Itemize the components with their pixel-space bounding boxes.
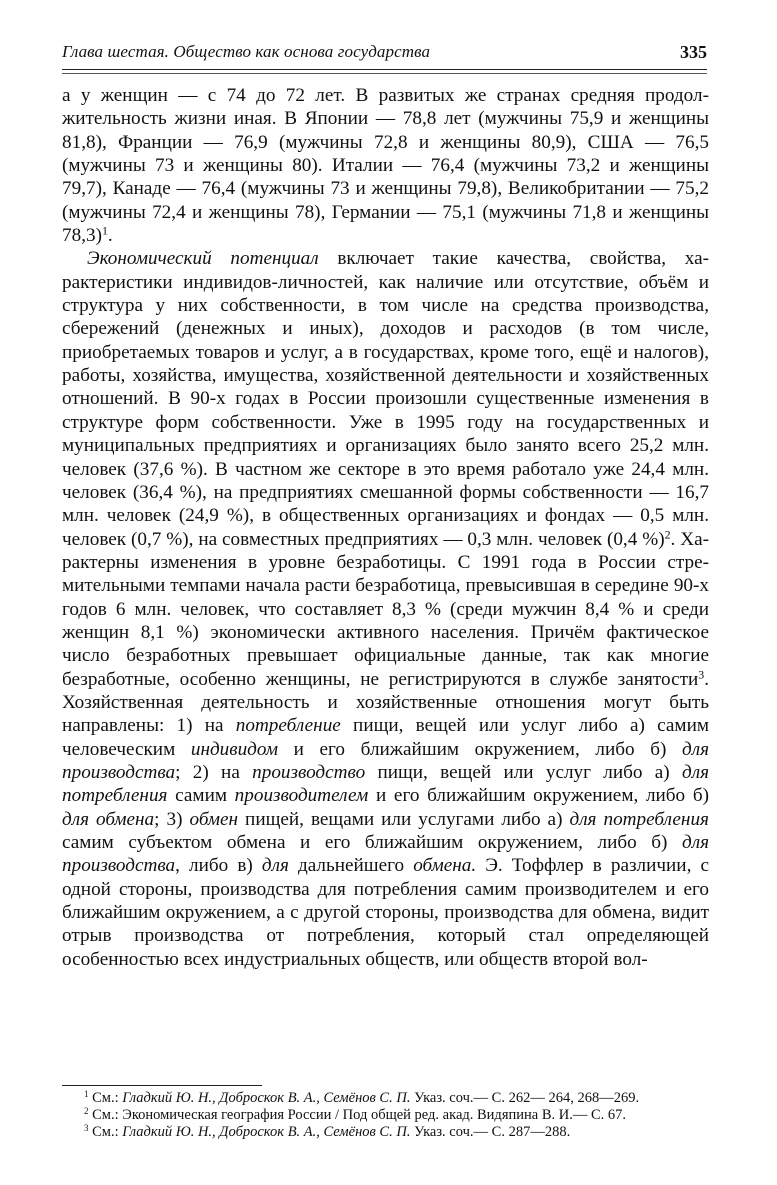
paragraph-text: пищей, вещами или услугами либо а) [238,808,570,830]
footnote [62,1107,709,1124]
footnote-text: См.: [88,1090,123,1106]
body-text [62,84,709,971]
paragraph-text: Э. Тоффлер в различии, с одной стороны, производства для потребления самим производителем и его ближайшим окружением, а с другой стороны, производства для обмена, видит отрыв производства от потребления, который стал определяющей особенностью всех индустриальных обществ, или обществ второй вол- [62,855,709,970]
paragraph: а у женщин — с 74 до 72 лет. В развитых же странах средняя продолжительность жизни иная. В Японии — 78,8 лет (мужчины 75,9 и женщины 81,8), Франции — 76,9 (мужчины 72,8 и женщины 80,9), США — 76,5 (мужчины 73 и женщины 80). Италии — 76,4 (мужчины 73,2 и женщины 79,7), Канаде — 76,4 (мужчины 73 и женщины 79,8), Великобритании — 75,2 (мужчины 72,4 и женщины 78), Германии — 75,1 (мужчины 71,8 и женщины 78,3)$^1$. [62,85,709,247]
footnote [62,1124,709,1141]
header-rule [62,69,707,70]
paragraph-text: дальнейшего [288,855,414,877]
paragraph-text: и его ближайшим окружением, либо б) [368,785,709,807]
paragraph-lead: Экономический потенциал [87,248,319,270]
paragraph-text: ; 2) на [175,761,253,783]
header-rule-thin [62,73,707,74]
paragraph-text: и его ближайшим окружением, либо б) [278,738,682,760]
emphasis: для потребления [569,808,709,830]
paragraph-text: . Хозяйственная деятельность и хозяйственные отношения могут быть направлены: 1) на [62,668,709,737]
footnote-marker: 2 [84,1106,89,1117]
paragraph-text: самим [167,785,235,807]
emphasis: для обмена [62,808,155,830]
chapter-title: Глава шестая. Общество как основа государства [62,42,431,61]
emphasis: производителем [234,785,369,807]
footnotes [62,1090,709,1141]
emphasis: индивидом [190,738,278,760]
footnote-marker: 3 [84,1123,89,1134]
footnote-text: См.: [88,1124,123,1140]
paragraph-text: включает такие качества, свойства, характеристики индивидов-личностей, как наличие или отсутствие, объём и структура у них собственности, в том числе на средства производства, сбережений (денежных и иных), доходов и расходов (в том числе, приобретаемых товаров и услуг, а в государствах, кроме того, ещё и налогов), работы, хозяйства, имущества, хозяйственной деятельности и хозяйственных отношений. В 90-х годах в России произошли существенные изменения в структуре форм собственности. Уже в 1995 году на государственных и муниципальных предприятиях и организациях было занято всего 25,2 млн. человек (37,6 %). В частном же секторе в это время работало уже 24,4 млн. человек (36,4 %), на предприятиях смешанной формы собственности — 16,7 млн. человек (24,9 %), в общественных организациях и фондах — 0,5 млн. человек (0,7 %), на совместных предприятиях — 0,3 млн. человек (0,4 %) [62,248,709,550]
emphasis: обмен [189,808,239,830]
paragraph-text: ; 3) [154,808,190,830]
emphasis: для потребления [62,761,709,807]
footnote-ref: 1 [101,223,108,238]
footnote-authors: Гладкий Ю. Н., Доброскок В. А., Семёнов С. П. [122,1090,411,1106]
footnote-text: Указ. соч.— С. 262— 264, 268—269. [410,1090,640,1106]
footnote-ref: 3 [698,667,705,682]
paragraph-text: пищи, вещей или услуг либо а) самим человеческим [62,715,709,760]
paragraph [62,247,709,971]
emphasis: для производства [62,832,709,877]
page-number: 335 [680,42,707,62]
emphasis: обмена. [413,855,477,877]
emphasis: для производства [62,738,709,783]
footnote-authors: Гладкий Ю. Н., Доброскок В. А., Семёнов С. П. [122,1124,411,1140]
emphasis: производство [252,761,366,783]
paragraph-text: пищи, вещей или услуг либо а) [365,761,682,783]
footnote-text: См.: Экономическая география России / Под общей ред. акад. Видяпина В. И.— С. 67. [88,1107,627,1123]
footnote-text: Указ. соч.— С. 287—288. [410,1124,571,1140]
running-header [62,42,707,68]
footnote-ref: 2 [664,526,671,541]
footnote [62,1090,709,1107]
emphasis: потребление [235,715,341,737]
paragraph-text: , либо в) [175,855,262,877]
footnote-marker: 1 [84,1089,89,1100]
paragraph-text: самим субъектом обмена и его ближайшим окружением, либо б) [62,832,682,853]
footnote-rule [62,1085,262,1086]
emphasis: для [261,855,289,877]
paragraph-text: . Характерны изменения в уровне безработицы. С 1991 года в России стремительными темпами начала расти безработица, превысившая в середине 90-х годов 6 млн. человек, что составляет 8,3 % (среди мужчин 8,4 % и среди женщин 8,1 %) экономически активного населения. Причём фактическое число безработных превышает официальные данные, так как многие безработные, особенно женщины, не регистрируются в службе занятости [62,528,709,690]
paragraph-text: а у женщин — с 74 до 72 лет. В развитых же странах средняя продолжительность жизни иная. В Японии — 78,8 лет (мужчины 75,9 и женщины 81,8), Франции — 76,9 (мужчины 72,8 и женщины 80,9), США — 76,5 (мужчины 73 и женщины 80). Италии — 76,4 (мужчины 73,2 и женщины 79,7), Канаде — 76,4 (мужчины 73 и женщины 79,8), Великобритании — 75,2 (мужчины 72,4 и женщины 78), Германии — 75,1 (мужчины 71,8 и женщины 78,3) [62,85,709,247]
